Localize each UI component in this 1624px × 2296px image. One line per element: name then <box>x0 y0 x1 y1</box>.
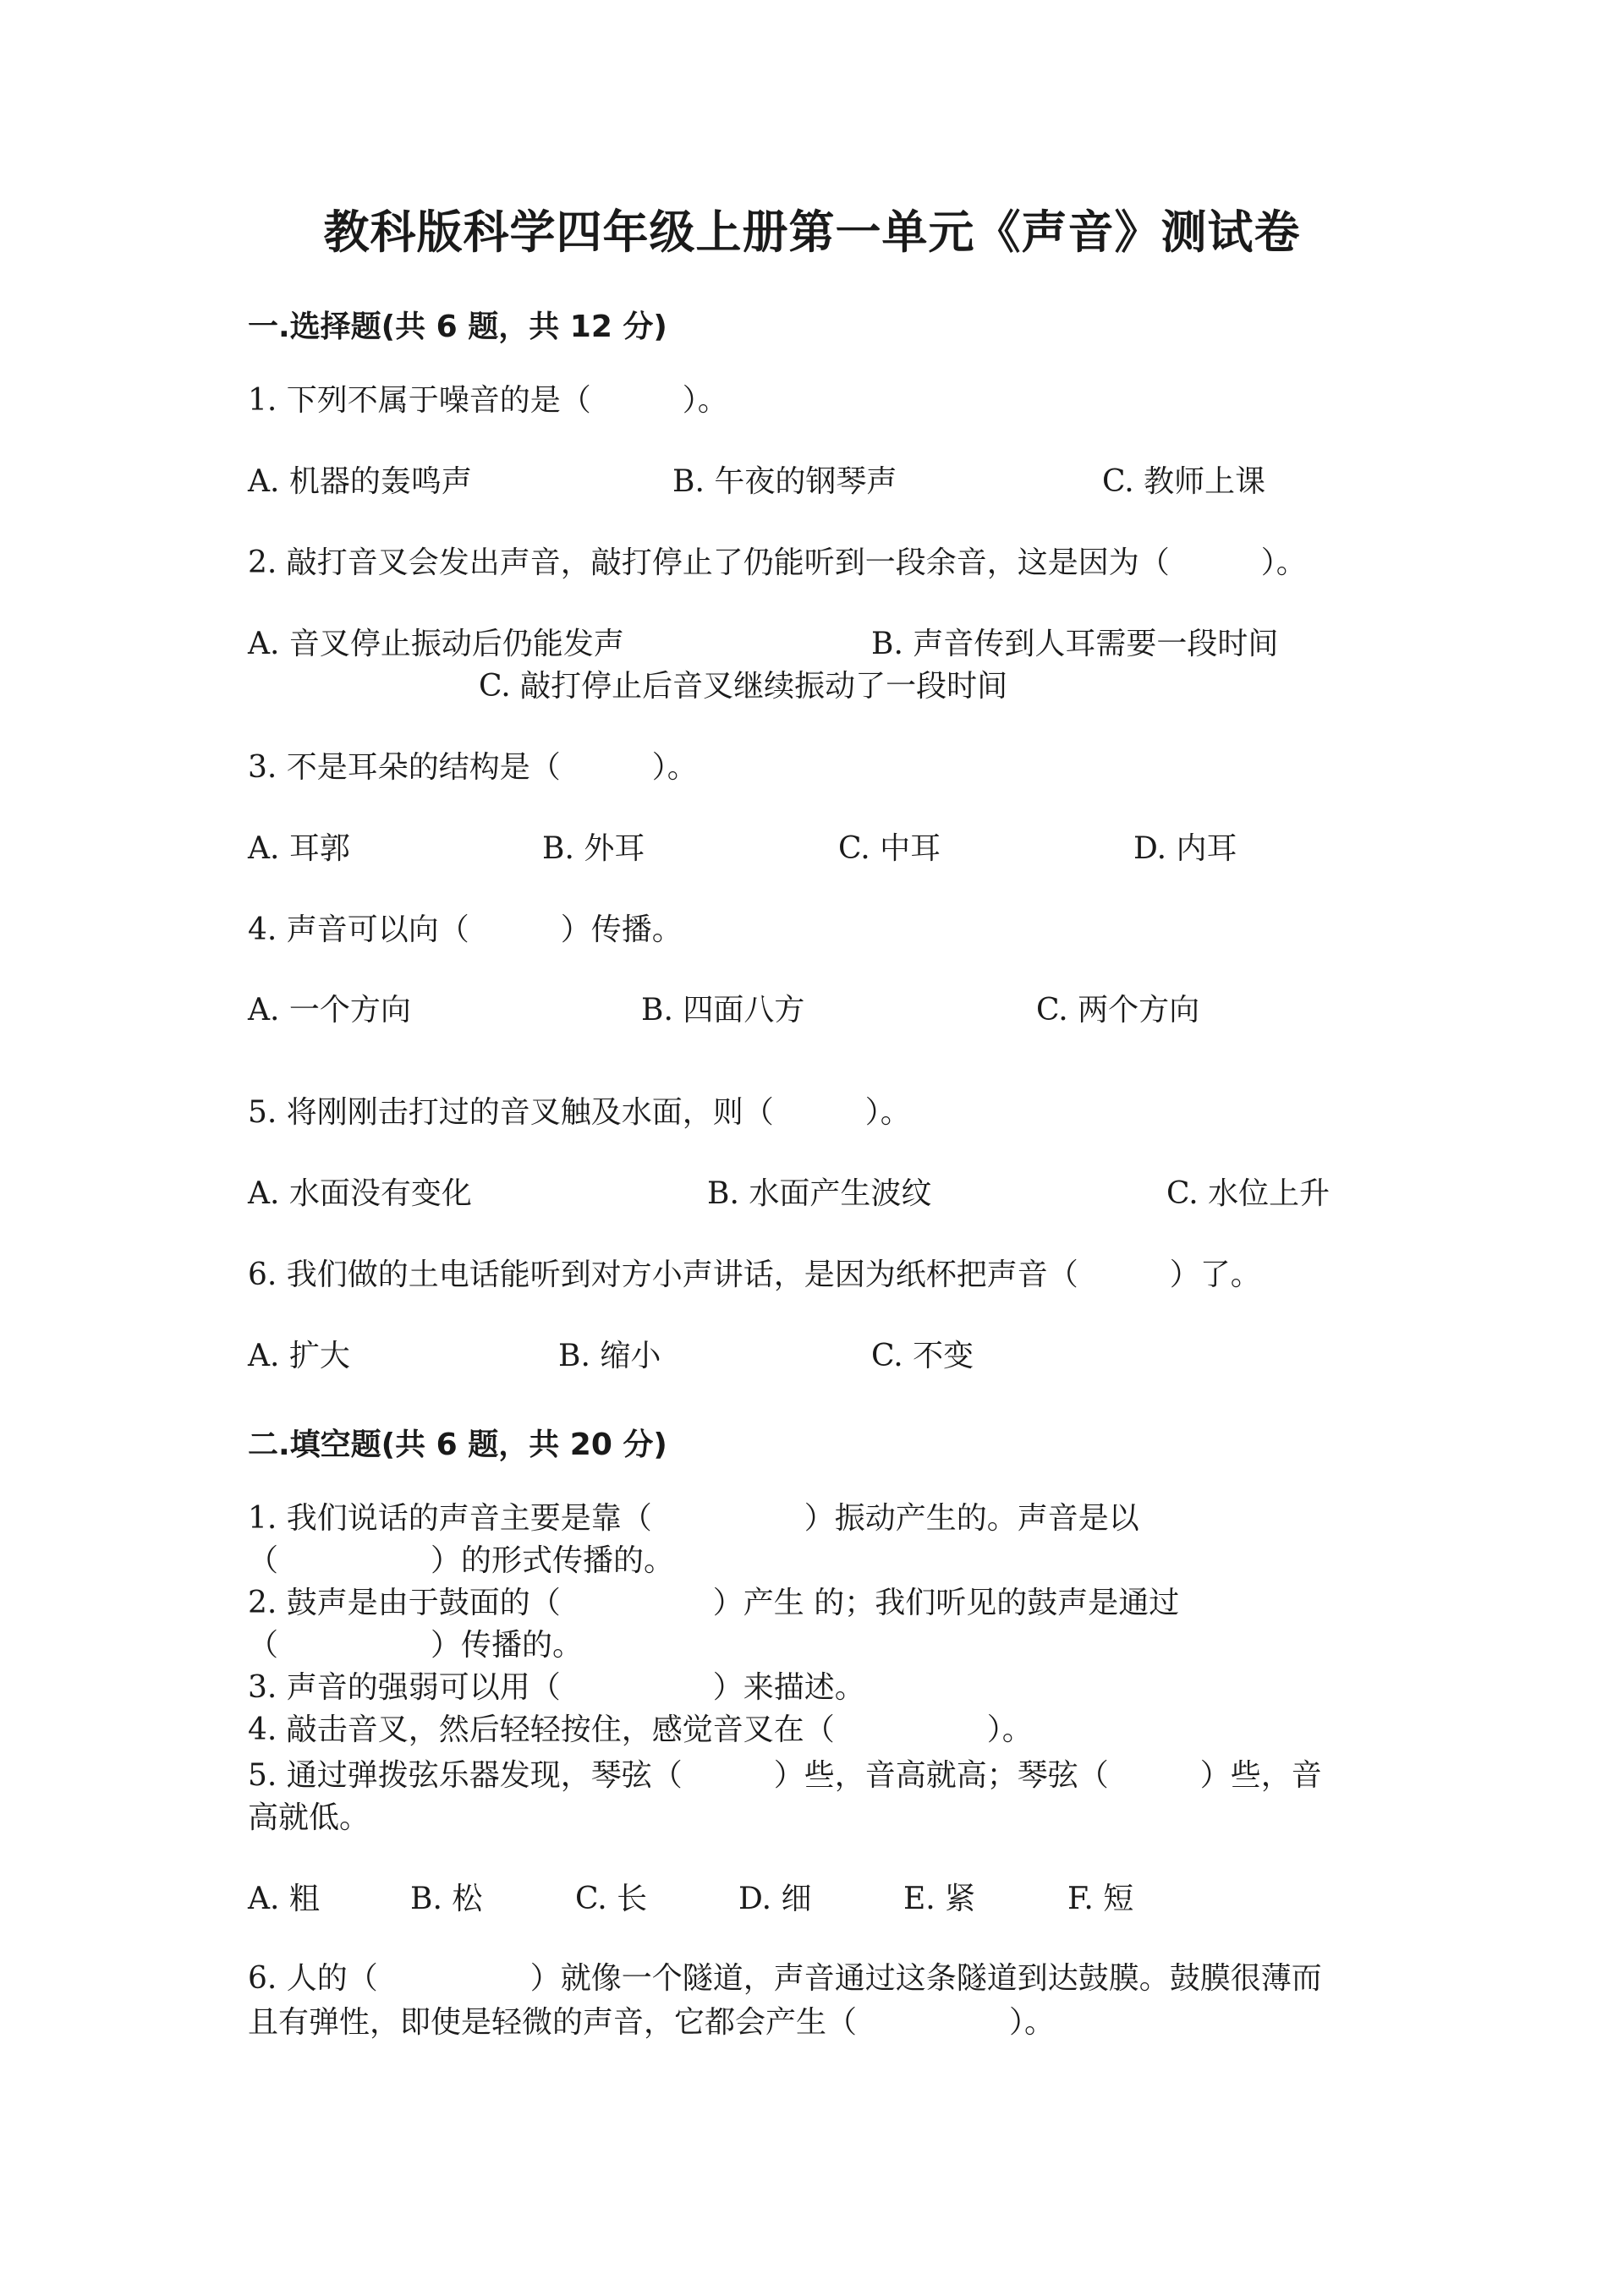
fill-question-5-line-2: 高就低。 <box>248 1800 370 1835</box>
option-3a: A. 耳郭 <box>248 831 350 866</box>
word-option-c: C. 长 <box>575 1882 648 1916</box>
option-1c: C. 教师上课 <box>1102 464 1266 499</box>
question-4: 4. 声音可以向（ ）传播。 <box>248 912 683 947</box>
option-4a: A. 一个方向 <box>248 993 411 1027</box>
section-heading-multiple-choice: 一.选择题(共 6 题，共 12 分) <box>248 310 667 344</box>
fill-question-6-line-1: 6. 人的（ ）就像一个隧道，声音通过这条隧道到达鼓膜。鼓膜很薄而 <box>248 1961 1322 1996</box>
question-1: 1. 下列不属于噪音的是（ ）。 <box>248 383 728 418</box>
word-option-f: F. 短 <box>1067 1882 1134 1916</box>
option-5a: A. 水面没有变化 <box>248 1176 472 1211</box>
question-2: 2. 敲打音叉会发出声音，敲打停止了仍能听到一段余音，这是因为（ ）。 <box>248 545 1307 580</box>
option-5b: B. 水面产生波纹 <box>707 1176 932 1211</box>
word-option-a: A. 粗 <box>248 1882 320 1916</box>
fill-question-4: 4. 敲击音叉，然后轻轻按住，感觉音叉在（ ）。 <box>248 1712 1033 1747</box>
option-3b: B. 外耳 <box>542 831 645 866</box>
option-1b: B. 午夜的钢琴声 <box>672 464 897 499</box>
fill-question-5-line-1: 5. 通过弹拨弦乐器发现，琴弦（ ）些，音高就高；琴弦（ ）些，音 <box>248 1758 1322 1793</box>
option-1a: A. 机器的轰鸣声 <box>248 464 472 499</box>
option-4b: B. 四面八方 <box>641 993 805 1027</box>
option-6a: A. 扩大 <box>248 1339 350 1373</box>
fill-question-3: 3. 声音的强弱可以用（ ）来描述。 <box>248 1670 865 1705</box>
page-title: 教科版科学四年级上册第一单元《声音》测试卷 <box>323 205 1301 259</box>
option-2b: B. 声音传到人耳需要一段时间 <box>871 627 1279 661</box>
section-heading-fill-in: 二.填空题(共 6 题，共 20 分) <box>248 1427 667 1462</box>
option-3d: D. 内耳 <box>1133 831 1237 866</box>
fill-question-2-line-2: （ ）传播的。 <box>248 1628 584 1663</box>
word-option-d: D. 细 <box>738 1882 812 1916</box>
word-option-e: E. 紧 <box>903 1882 976 1916</box>
option-4c: C. 两个方向 <box>1036 993 1200 1027</box>
option-3c: C. 中耳 <box>838 831 941 866</box>
fill-question-2-line-1: 2. 鼓声是由于鼓面的（ ）产生 的；我们听见的鼓声是通过 <box>248 1586 1180 1620</box>
option-5c: C. 水位上升 <box>1166 1176 1330 1211</box>
question-5: 5. 将刚刚击打过的音叉触及水面，则（ ）。 <box>248 1095 911 1130</box>
fill-question-1-line-2: （ ）的形式传播的。 <box>248 1543 675 1578</box>
question-6: 6. 我们做的土电话能听到对方小声讲话，是因为纸杯把声音（ ）了。 <box>248 1258 1261 1292</box>
fill-question-6-line-2: 且有弹性，即使是轻微的声音，它都会产生（ ）。 <box>248 2005 1056 2040</box>
option-2c: C. 敲打停止后音叉继续振动了一段时间 <box>479 669 1008 704</box>
option-6c: C. 不变 <box>871 1339 974 1373</box>
option-6b: B. 缩小 <box>558 1339 661 1373</box>
question-3: 3. 不是耳朵的结构是（ ）。 <box>248 750 698 785</box>
fill-question-1-line-1: 1. 我们说话的声音主要是靠（ ）振动产生的。声音是以 <box>248 1501 1139 1536</box>
word-option-b: B. 松 <box>410 1882 483 1916</box>
option-2a: A. 音叉停止振动后仍能发声 <box>248 627 624 661</box>
